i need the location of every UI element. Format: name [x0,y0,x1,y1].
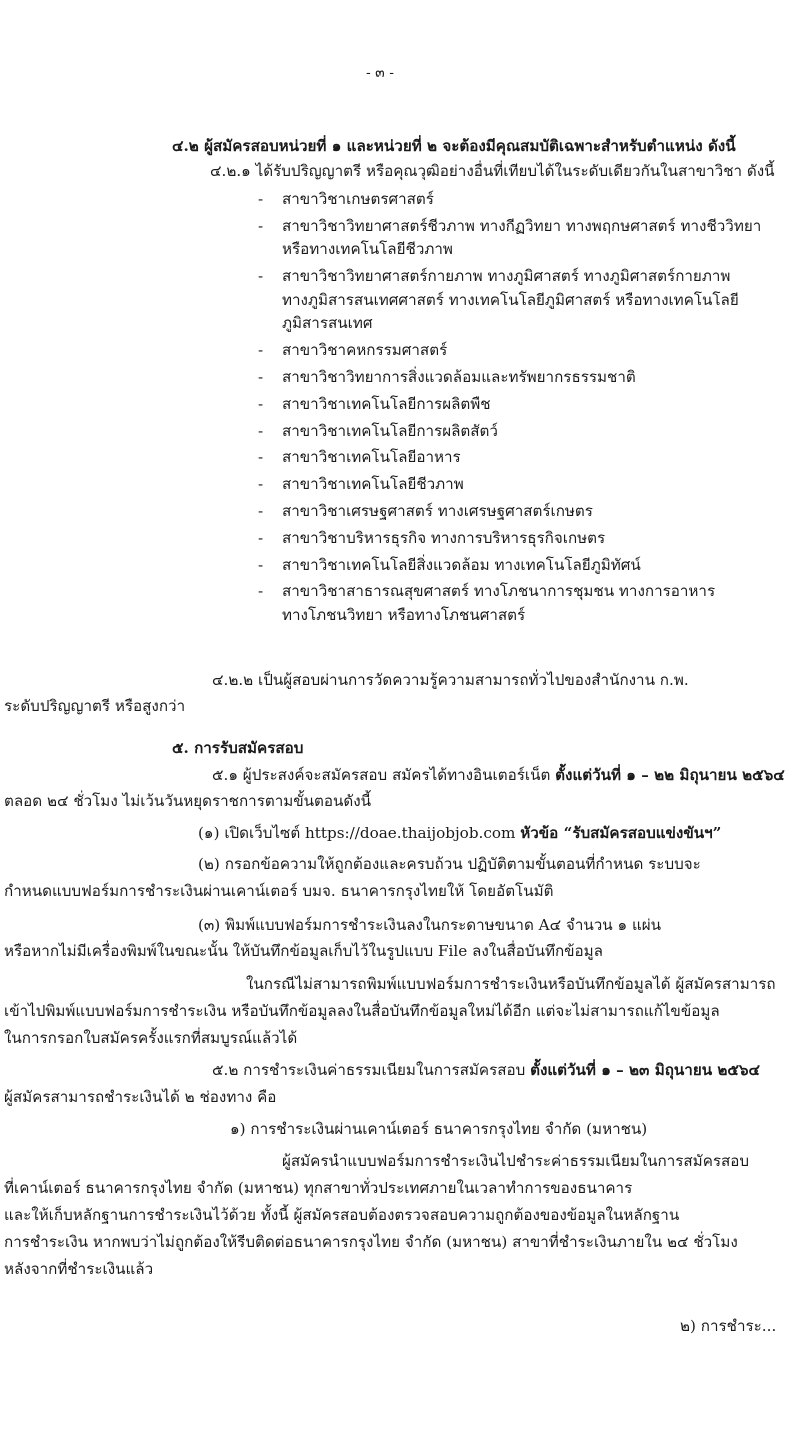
note-line3: ในการกรอกใบสมัครครั้งแรกที่สมบูรณ์แล้วได้ [4,1029,298,1047]
bullet-dash: - [258,475,264,494]
step-1-lead: (๑) เปิดเว็บไซต์ https://doae.thaijobjob.com [198,824,521,842]
qualification-item-line: สาขาวิชาเทคโนโลยีการผลิตพืช [282,394,491,413]
section-5-2-dates: ตั้งแต่วันที่ ๑ – ๒๓ มิถุนายน ๒๕๖๔ [530,1061,761,1079]
qualification-item-line: หรือทางเทคโนโลยีชีวภาพ [282,240,453,259]
channel-1-para-line5: หลังจากที่ชำระเงินแล้ว [4,1260,154,1278]
section-5-1-lead: ๕.๑ ผู้ประสงค์จะสมัครสอบ สมัครได้ทางอินเตอร์เน็ต [212,766,556,784]
qualification-item-line: สาขาวิชาวิทยาศาสตร์กายภาพ ทางภูมิศาสตร์ ทางภูมิศาสตร์กายภาพ [282,267,731,286]
section-4-2-heading: ๔.๒ ผู้สมัครสอบหน่วยที่ ๑ และหน่วยที่ ๒ จะต้องมีคุณสมบัติเฉพาะสำหรับตำแหน่ง ดังนี้ [172,137,736,155]
section-5-1-line1 [212,764,785,786]
bullet-dash: - [258,448,264,467]
section-4-2-2-line1: ๔.๒.๒ เป็นผู้สอบผ่านการวัดความรู้ความสามารถทั่วไปของสำนักงาน ก.พ. [212,671,689,689]
bullet-dash: - [258,394,264,413]
section-5-1-line2: ตลอด ๒๔ ชั่วโมง ไม่เว้นวันหยุดราชการตามขั้นตอนดังนี้ [4,792,372,810]
qualification-item-line: สาขาวิชาสาธารณสุขศาสตร์ ทางโภชนาการชุมชน ทางการอาหาร [282,582,716,601]
step-3-line2: หรือหากไม่มีเครื่องพิมพ์ในขณะนั้น ให้บันทึกข้อมูลเก็บไว้ในรูปแบบ File ลงในสื่อบันทึกข้อมูล [4,942,603,960]
qualification-item-line: สาขาวิชาวิทยาศาสตร์ชีวภาพ ทางกีฏวิทยา ทางพฤกษศาสตร์ ทางชีววิทยา [282,216,762,235]
bullet-dash: - [258,216,264,235]
bullet-dash: - [258,190,264,208]
qualification-item-line: สาขาวิชาเศรษฐศาสตร์ ทางเศรษฐศาสตร์เกษตร [282,502,593,520]
qualification-item-line: สาขาวิชาเทคโนโลยีชีวภาพ [282,475,464,494]
qualification-item-line: สาขาวิชาบริหารธุรกิจ ทางการบริหารธุรกิจเกษตร [282,528,606,547]
section-5-2-lead: ๕.๒ การชำระเงินค่าธรรมเนียมในการสมัครสอบ [212,1061,531,1079]
qualification-item-line: สาขาวิชาเทคโนโลยีการผลิตสัตว์ [282,421,498,440]
section-5-2-line1 [212,1059,760,1081]
step-2-line1: (๒) กรอกข้อความให้ถูกต้องและครบถ้วน ปฏิบัติตามขั้นตอนที่กำหนด ระบบจะ [198,855,701,873]
note-line1: ในกรณีไม่สามารถพิมพ์แบบฟอร์มการชำระเงินหรือบันทึกข้อมูลได้ ผู้สมัครสามารถ [246,975,776,993]
step-2-line2: กำหนดแบบฟอร์มการชำระเงินผ่านเคาน์เตอร์ บมจ. ธนาคารกรุงไทยให้ โดยอัตโนมัติ [4,882,554,900]
step-1-topic: หัวข้อ “รับสมัครสอบแข่งขันฯ” [520,824,722,842]
step-1 [198,822,721,844]
qualification-item-line: สาขาวิชาเกษตรศาสตร์ [282,190,434,208]
continuation-marker: ๒) การชำระ... [680,1317,777,1335]
qualification-item-line: ทางโภชนวิทยา หรือทางโภชนศาสตร์ [282,606,526,624]
channel-1-para-line1: ผู้สมัครนำแบบฟอร์มการชำระเงินไปชำระค่าธรรมเนียมในการสมัครสอบ [282,1152,750,1170]
bullet-dash: - [258,582,264,601]
page-number: - ๓ - [366,65,394,81]
qualification-item-line: สาขาวิชาเทคโนโลยีสิ่งแวดล้อม ทางเทคโนโลยีภูมิทัศน์ [282,555,641,574]
qualification-item-line: สาขาวิชาเทคโนโลยีอาหาร [282,448,461,467]
qualification-item-line: สาขาวิชาวิทยาการสิ่งแวดล้อมและทรัพยากรธรรมชาติ [282,368,636,386]
channel-1-para-line3: และให้เก็บหลักฐานการชำระเงินไว้ด้วย ทั้งนี้ ผู้สมัครสอบต้องตรวจสอบความถูกต้องของข้อมูลในหลักฐาน [4,1206,680,1224]
channel-1-title: ๑) การชำระเงินผ่านเคาน์เตอร์ ธนาคารกรุงไทย จำกัด (มหาชน) [230,1120,648,1138]
section-4-2-1-intro: ๔.๒.๑ ได้รับปริญญาตรี หรือคุณวุฒิอย่างอื่นที่เทียบได้ในระดับเดียวกันในสาขาวิชา ดังนี้ [210,162,775,180]
bullet-dash: - [258,267,264,286]
bullet-dash: - [258,555,264,574]
qualification-item-line: ภูมิสารสนเทศ [282,314,373,333]
note-line2: เข้าไปพิมพ์แบบฟอร์มการชำระเงิน หรือบันทึกข้อมูลลงในสื่อบันทึกข้อมูลใหม่ได้อีก แต่จะไม่สามารถแก้ไขข้อมูล [4,1002,720,1020]
channel-1-para-line2: ที่เคาน์เตอร์ ธนาคารกรุงไทย จำกัด (มหาชน) ทุกสาขาทั่วประเทศภายในเวลาทำการของธนาคาร [4,1179,633,1197]
qualification-item-line: สาขาวิชาคหกรรมศาสตร์ [282,341,448,360]
step-3-line1: (๓) พิมพ์แบบฟอร์มการชำระเงินลงในกระดาษขนาด A๔ จำนวน ๑ แผ่น [198,916,662,934]
bullet-dash: - [258,421,264,440]
qualification-item-line: ทางภูมิสารสนเทศศาสตร์ ทางเทคโนโลยีภูมิศาสตร์ หรือทางเทคโนโลยี [282,290,739,309]
section-5-2-line2: ผู้สมัครสามารถชำระเงินได้ ๒ ช่องทาง คือ [4,1088,277,1106]
section-5-1-dates: ตั้งแต่วันที่ ๑ – ๒๒ มิถุนายน ๒๕๖๔ [555,766,785,784]
bullet-dash: - [258,368,264,386]
bullet-dash: - [258,502,264,520]
channel-1-para-line4: การชำระเงิน หากพบว่าไม่ถูกต้องให้รีบติดต่อธนาคารกรุงไทย จำกัด (มหาชน) สาขาที่ชำระเงินภายใน ๒๔ ชั่วโมง [4,1233,738,1251]
section-4-2-2-line2: ระดับปริญญาตรี หรือสูงกว่า [4,697,186,715]
bullet-dash: - [258,341,264,360]
section-5-heading: ๕. การรับสมัครสอบ [172,739,304,757]
bullet-dash: - [258,528,264,547]
